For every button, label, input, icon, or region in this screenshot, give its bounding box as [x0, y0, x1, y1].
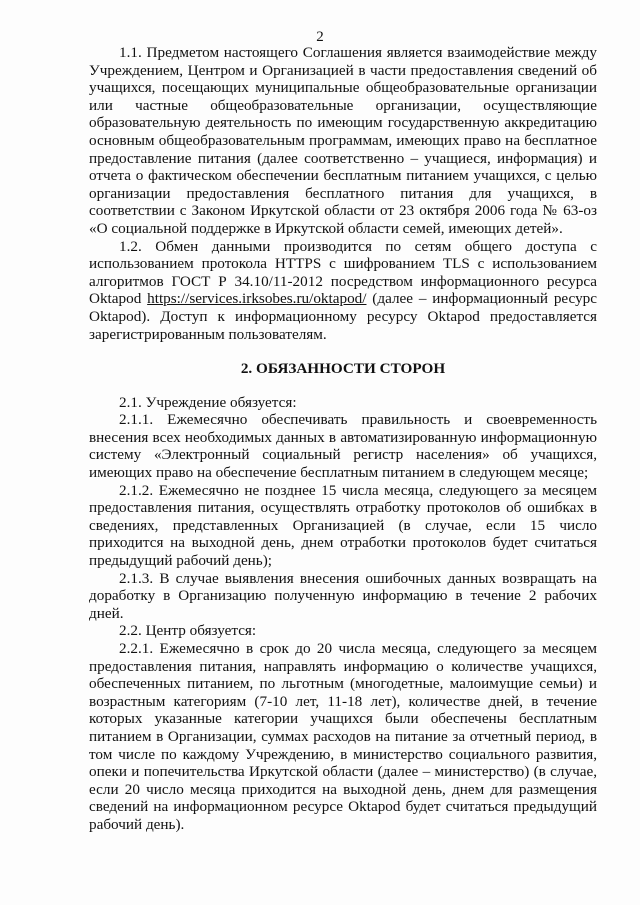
- paragraph-1-1: 1.1. Предметом настоящего Соглашения является взаимодействие между Учреждением, Центром и Организацией в части предоставления сведений об учащихся, посещающих муниципальные общеобразовательные организации или частные общеобразовательные организации, осуществляющие образовательную деятельность по имеющим государственную аккредитацию основным общеобразовательным программам, имеющих право на бесплатное предоставление питания (далее соответственно – учащиеся, информация) и отчета о фактическом обеспечении бесплатным питанием учащихся, с целью организации предоставления бесплатного питания для учащихся, в соответствии с Законом Иркутской области от 23 октября 2006 года № 63-оз «О социальной поддержке в Иркутской области семей, имеющих детей».: [89, 44, 597, 237]
- section-2-heading: 2. ОБЯЗАННОСТИ СТОРОН: [240, 360, 446, 378]
- paragraph-1-2: [89, 238, 597, 344]
- paragraph-1-2-text-end: (далее – информационный ресурс Oktapod). Доступ к информационному ресурсу Oktapod предоставляется зарегистрированным пользователям.: [89, 290, 598, 343]
- paragraph-1-2-text-start: 1.2. Обмен данными производится по сетям общего доступа с использованием протокола HTTPS с шифрованием TLS с использованием алгоритмов ГОСТ Р 34.10/11-2012 посредством информационного ресурса Oktapod: [89, 237, 597, 308]
- document-body: [89, 44, 597, 834]
- oktapod-link[interactable]: https://services.irksobes.ru/oktapod/: [147, 290, 367, 308]
- paragraph-2-1-3: 2.1.3. В случае выявления внесения ошибочных данных возвращать на доработку в Организацию полученную информацию в течение 2 рабочих дней.: [89, 569, 597, 622]
- paragraph-2-2: 2.2. Центр обязуется:: [119, 622, 257, 640]
- page-number: 2: [316, 29, 324, 45]
- paragraph-2-2-1: 2.2.1. Ежемесячно в срок до 20 числа месяца, следующего за месяцем предоставления питания, направлять информацию о количестве учащихся, обеспеченных питанием, по льготным (многодетные, малоимущие семьи) и возрастным категориям (7-10 лет, 11-18 лет), количестве дней, в течение которых указанные категории учащихся были обеспечены бесплатным питанием в Организации, суммах расходов на питание за отчетный период, в том числе по каждому Учреждению, в министерство социального развития, опеки и попечительства Иркутской области (далее – министерство) (в случае, если 20 число месяца приходится на выходной день, днем для размещения сведений на информационном ресурсе Oktapod будет считаться предыдущий рабочий день).: [89, 640, 597, 833]
- paragraph-2-1-2: 2.1.2. Ежемесячно не позднее 15 числа месяца, следующего за месяцем предоставления питания, осуществлять отработку протоколов об ошибках в сведениях, представленных Организацией (в случае, если 15 число приходится на выходной день, днем отработки протоколов будет считаться предыдущий рабочий день);: [89, 481, 597, 570]
- paragraph-2-1-1: 2.1.1. Ежемесячно обеспечивать правильность и своевременность внесения всех необходимых данных в автоматизированную информационную систему «Электронный социальный регистр населения» об учащихся, имеющих право на обеспечение бесплатным питанием в следующем месяце;: [89, 411, 597, 482]
- paragraph-2-1: 2.1. Учреждение обязуется:: [119, 393, 297, 411]
